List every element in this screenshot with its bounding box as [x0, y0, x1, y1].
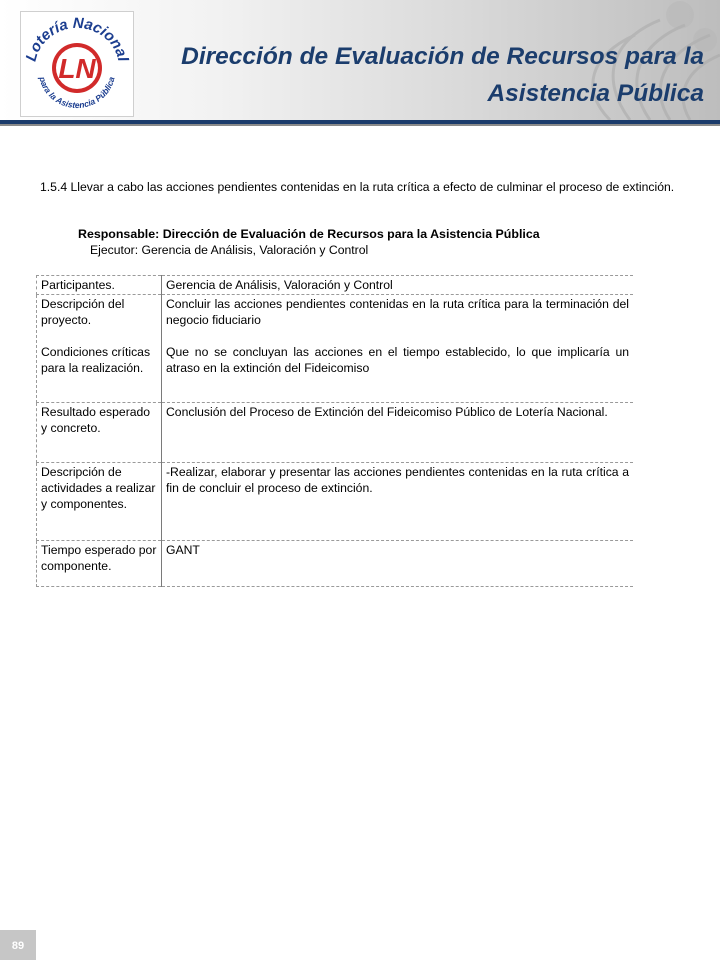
title-line-1: Dirección de Evaluación de Recursos para la [181, 43, 704, 70]
loteria-nacional-logo [20, 11, 134, 117]
row-value: Conclusión del Proceso de Extinción del Fideicomiso Público de Lotería Nacional. [162, 403, 634, 463]
row-label: Participantes. [37, 276, 162, 295]
table-row [37, 463, 634, 541]
page-title [144, 38, 704, 112]
row-value: -Realizar, elaborar y presentar las acciones pendientes contenidas en la ruta crítica a fin de concluir el proceso de extinción. [162, 463, 634, 541]
row-label [37, 295, 162, 403]
table-row [37, 541, 634, 587]
row-label: Descripción de actividades a realizar y componentes. [37, 463, 162, 541]
header-rule-shadow [0, 124, 720, 126]
responsable-line: Responsable: Dirección de Evaluación de Recursos para la Asistencia Pública [78, 227, 540, 241]
value-text: Que no se concluyan las acciones en el tiempo establecido, lo que implicaría un atraso en la extinción del Fideicomiso [166, 345, 629, 375]
label-text: Descripción del proyecto. [41, 297, 125, 327]
ejecutor-line: Ejecutor: Gerencia de Análisis, Valoración y Control [90, 243, 369, 257]
project-table [36, 275, 633, 587]
intro-paragraph: 1.5.4 Llevar a cabo las acciones pendientes contenidas en la ruta crítica a efecto de culminar el proceso de extinción. [40, 180, 675, 194]
table-row [37, 403, 634, 463]
svg-text:Lotería Nacional: Lotería Nacional [22, 14, 132, 64]
svg-text:LN: LN [58, 53, 96, 84]
svg-text:para la Asistencia Pública: para la Asistencia Pública [37, 75, 117, 111]
row-label: Resultado esperado y concreto. [37, 403, 162, 463]
table-row [37, 276, 634, 295]
row-value [162, 295, 634, 403]
table-row [37, 295, 634, 403]
row-label: Tiempo esperado por componente. [37, 541, 162, 587]
title-line-2: Asistencia Pública [487, 80, 704, 107]
row-value: Gerencia de Análisis, Valoración y Control [162, 276, 634, 295]
row-value: GANT [162, 541, 634, 587]
value-text: Concluir las acciones pendientes contenidas en la ruta crítica para la terminación del negocio fiduciario [166, 297, 629, 327]
page-number: 89 [0, 930, 36, 960]
label-text: Condiciones críticas para la realización. [41, 345, 151, 375]
